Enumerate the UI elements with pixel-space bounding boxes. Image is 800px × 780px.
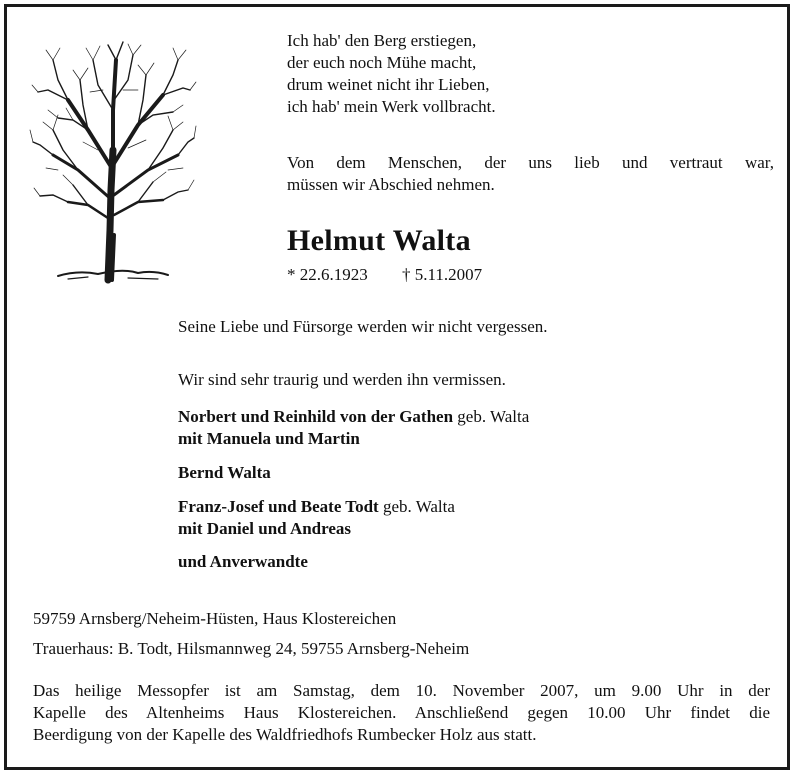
intro-text <box>287 152 774 196</box>
family-children: mit Daniel und Andreas <box>178 519 352 538</box>
family-name: Bernd Walta <box>178 463 271 482</box>
intro-line: müssen wir Abschied nehmen. <box>287 175 495 194</box>
family-nee: geb. Walta <box>453 407 530 426</box>
poem <box>287 30 496 118</box>
mass-line: Beerdigung von der Kapelle des Waldfriedhofs Rumbecker Holz aus statt. <box>33 725 537 744</box>
remembrance-text: Seine Liebe und Fürsorge werden wir nicht vergessen. <box>178 317 548 336</box>
poem-line: drum weinet nicht ihr Lieben, <box>287 75 490 94</box>
bare-tree-icon <box>28 30 198 288</box>
poem-line: ich hab' mein Werk vollbracht. <box>287 97 496 116</box>
family-children: mit Manuela und Martin <box>178 429 360 448</box>
poem-line: der euch noch Mühe macht, <box>287 53 477 72</box>
family-relatives: und Anverwandte <box>178 552 308 571</box>
family-entry <box>178 496 455 540</box>
deceased-name: Helmut Walta <box>287 224 471 257</box>
mourning-house: Trauerhaus: B. Todt, Hilsmannweg 24, 59755 Arnsberg-Neheim <box>33 639 470 658</box>
family-entry <box>178 406 529 450</box>
family-name: Franz-Josef und Beate Todt <box>178 497 379 516</box>
mourning-text: Wir sind sehr traurig und werden ihn vermissen. <box>178 370 506 389</box>
mass-notice <box>33 680 770 746</box>
mass-line: Das heilige Messopfer ist am Samstag, dem 10. November 2007, um 9.00 Uhr in der <box>33 681 770 700</box>
address: 59759 Arnsberg/Neheim-Hüsten, Haus Klostereichen <box>33 609 397 628</box>
poem-line: Ich hab' den Berg erstiegen, <box>287 31 477 50</box>
mass-line: Kapelle des Altenheims Haus Klostereichen. Anschließend gegen 10.00 Uhr findet die <box>33 703 770 722</box>
family-name: Norbert und Reinhild von der Gathen <box>178 407 454 426</box>
life-dates <box>287 265 482 285</box>
birth-date: * 22.6.1923 <box>287 265 368 284</box>
family-entry <box>178 551 308 573</box>
family-nee: geb. Walta <box>378 497 455 516</box>
death-date: † 5.11.2007 <box>402 265 483 284</box>
family-entry <box>178 462 271 484</box>
intro-line: Von dem Menschen, der uns lieb und vertraut war, <box>287 153 774 172</box>
